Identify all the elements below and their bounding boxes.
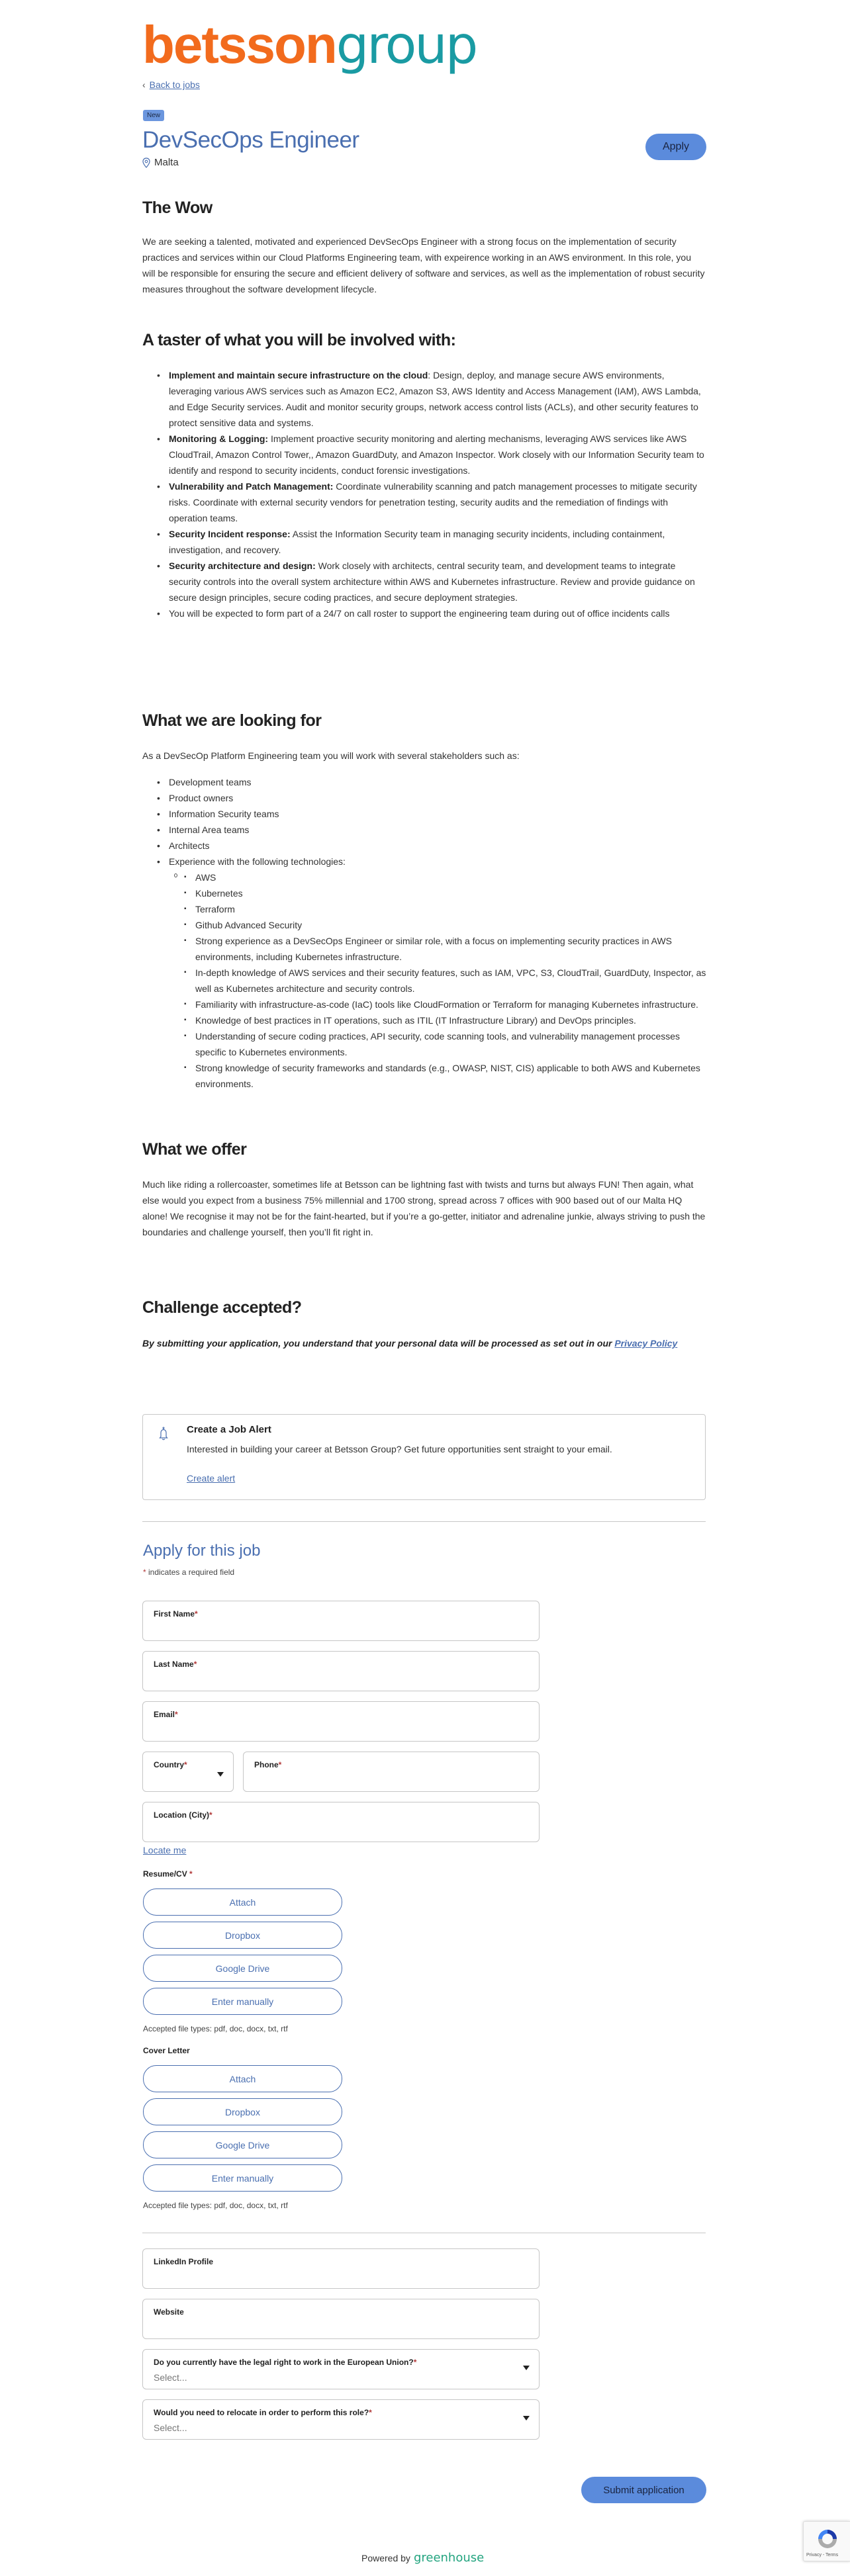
linkedin-label: LinkedIn Profile	[154, 2257, 214, 2266]
cover-letter-label: Cover Letter	[143, 2046, 190, 2055]
list-item: ▪ Knowledge of best practices in IT operations, such as ITIL (IT Infrastructure Library) and DevOps principles.	[142, 1012, 706, 1028]
list-item	[142, 478, 706, 526]
list-item	[142, 558, 706, 605]
technologies-list	[142, 869, 706, 1092]
list-item: • Architects	[142, 838, 706, 854]
relocate-select[interactable]	[142, 2399, 540, 2440]
job-alert-title: Create a Job Alert	[187, 1424, 271, 1435]
website-input[interactable]	[152, 2319, 530, 2335]
phone-field[interactable]	[243, 1752, 540, 1792]
stakeholder-list	[142, 774, 706, 869]
job-alert-card	[142, 1414, 706, 1500]
cover-google-drive-button[interactable]: Google Drive	[143, 2131, 342, 2158]
email-label: Email*	[154, 1710, 178, 1719]
email-field[interactable]	[142, 1701, 540, 1742]
first-name-label: First Name*	[154, 1609, 198, 1619]
submit-application-button[interactable]: Submit application	[581, 2477, 706, 2503]
list-item: ▪ AWS	[142, 869, 706, 885]
linkedin-field[interactable]	[142, 2248, 540, 2289]
apply-button[interactable]: Apply	[645, 134, 706, 160]
required-note-text: indicates a required field	[146, 1568, 235, 1577]
list-item: • Information Security teams	[142, 806, 706, 822]
powered-by-greenhouse[interactable]	[361, 2551, 484, 2565]
resume-enter-manually-button[interactable]: Enter manually	[143, 1988, 342, 2015]
item-text: Assist the Information Security team in managing security incidents, including containment, investigation, and recovery.	[169, 529, 665, 555]
job-alert-text: Interested in building your career at Betsson Group? Get future opportunities sent straight to your email.	[187, 1444, 612, 1454]
phone-label: Phone*	[254, 1760, 282, 1769]
item-text: You will be expected to form part of a 24/7 on call roster to support the engineering team during out of office incidents calls	[169, 608, 670, 619]
recaptcha-icon	[814, 2526, 841, 2552]
bell-icon	[159, 1427, 168, 1441]
item-title: Implement and maintain secure infrastructure on the cloud	[169, 370, 428, 380]
location-label: Location (City)*	[154, 1810, 212, 1820]
required-star: *	[143, 1568, 146, 1577]
last-name-input[interactable]	[152, 1671, 530, 1687]
item-title: Monitoring & Logging:	[169, 433, 269, 444]
privacy-policy-link[interactable]: Privacy Policy	[614, 1338, 678, 1349]
chevron-left-icon: ‹	[142, 79, 146, 90]
cover-dropbox-button[interactable]: Dropbox	[143, 2098, 342, 2125]
website-field[interactable]	[142, 2299, 540, 2339]
list-item: ▪ Terraform	[142, 901, 706, 917]
item-title: Security Incident response:	[169, 529, 291, 539]
item-text: Coordinate vulnerability scanning and patch management processes to mitigate security risks. Coordinate with external security vendors for penetration testing, security audits and the remediation of findings with operation teams.	[169, 481, 697, 523]
eu-question-label: Do you currently have the legal right to work in the European Union?*	[154, 2358, 417, 2367]
list-item: • Internal Area teams	[142, 822, 706, 838]
email-input[interactable]	[152, 1722, 530, 1738]
last-name-label: Last Name*	[154, 1660, 197, 1669]
list-item: ▪ Familiarity with infrastructure-as-code (IaC) tools like CloudFormation or Terraform for managing Kubernetes infrastructure.	[142, 997, 706, 1012]
logo-betsson: betsson	[142, 15, 336, 74]
create-alert-link[interactable]: Create alert	[187, 1473, 236, 1484]
cover-enter-manually-button[interactable]: Enter manually	[143, 2164, 342, 2192]
section-heading-taster: A taster of what you will be involved with:	[142, 331, 456, 349]
list-item: ▪ Strong experience as a DevSecOps Engineer or similar role, with a focus on implementing security practices in AWS environments, including Kubernetes infrastructure.	[142, 933, 706, 965]
logo-group: group	[336, 16, 477, 75]
item-title: Security architecture and design:	[169, 560, 316, 571]
list-item: ▪ In-depth knowledge of AWS services and their security features, such as IAM, VPC, S3, CloudTrail, GuardDuty, Inspector, as well as Kubernetes architecture and security controls.	[142, 965, 706, 997]
resume-label: Resume/CV *	[143, 1869, 193, 1879]
chevron-down-icon	[523, 2366, 530, 2370]
location-input[interactable]	[152, 1822, 530, 1838]
recaptcha-badge[interactable]	[803, 2521, 850, 2561]
section-heading-challenge: Challenge accepted?	[142, 1298, 302, 1317]
taster-list	[142, 367, 706, 621]
list-item	[142, 367, 706, 431]
wow-paragraph: We are seeking a talented, motivated and experienced DevSecOps Engineer with a strong focus on the implementation of security practices and services within our Cloud Platforms Engineering team, with expeirence working in an AWS environment. In this role, you will be responsible for ensuring the secure and efficient delivery of software and services, as well as the implementation of robust security measures throughout the software development lifecycle.	[142, 236, 705, 294]
recaptcha-links[interactable]: Privacy - Terms	[806, 2553, 839, 2557]
privacy-text: By submitting your application, you understand that your personal data will be processed as set out in our	[142, 1338, 615, 1349]
country-label: Country*	[154, 1760, 187, 1769]
list-item: ▪ Github Advanced Security	[142, 917, 706, 933]
list-item: • Development teams	[142, 774, 706, 790]
list-item	[142, 526, 706, 558]
section-heading-offer: What we offer	[142, 1140, 247, 1159]
new-badge: New	[143, 110, 164, 121]
phone-input[interactable]	[253, 1772, 530, 1788]
map-pin-icon	[142, 157, 150, 168]
relocate-question-label: Would you need to relocate in order to perform this role?*	[154, 2408, 372, 2417]
item-title: Vulnerability and Patch Management:	[169, 481, 334, 492]
eu-select-placeholder: Select...	[154, 2372, 187, 2383]
chevron-down-icon	[523, 2416, 530, 2421]
list-item: ▪ Kubernetes	[142, 885, 706, 901]
location-text: Malta	[154, 157, 179, 168]
greenhouse-logo: greenhouse	[413, 2551, 485, 2565]
betsson-group-logo[interactable]	[142, 15, 477, 75]
location-field[interactable]	[142, 1802, 540, 1842]
section-heading-wow: The Wow	[142, 199, 212, 217]
back-to-jobs[interactable]	[142, 79, 200, 90]
last-name-field[interactable]	[142, 1651, 540, 1691]
resume-google-drive-button[interactable]: Google Drive	[143, 1955, 342, 1982]
resume-dropbox-button[interactable]: Dropbox	[143, 1922, 342, 1949]
first-name-input[interactable]	[152, 1621, 530, 1637]
apply-heading: Apply for this job	[143, 1542, 261, 1560]
cover-file-types: Accepted file types: pdf, doc, docx, txt, rtf	[143, 2201, 288, 2210]
list-item: ▪ Understanding of secure coding practices, API security, code scanning tools, and vulnerability management processes specific to Kubernetes environments.	[142, 1028, 706, 1060]
job-title: DevSecOps Engineer	[142, 127, 359, 153]
list-item	[142, 431, 706, 478]
item-text: Implement proactive security monitoring and alerting mechanisms, leveraging AWS services like AWS CloudTrail, Amazon Control Tower,, Amazon GuardDuty, and Amazon Inspector. Work closely with our Information Security team to identify and respond to security incidents, conduct forensic investigations.	[169, 433, 704, 476]
powered-by-text: Powered by	[361, 2553, 410, 2563]
list-item: • Product owners	[142, 790, 706, 806]
resume-file-types: Accepted file types: pdf, doc, docx, txt, rtf	[143, 2024, 288, 2033]
cover-attach-button[interactable]: Attach	[143, 2065, 342, 2092]
resume-attach-button[interactable]: Attach	[143, 1888, 342, 1916]
item-text: Work closely with architects, central security team, and development teams to integrate security controls into the overall system architecture within AWS and Kubernetes infrastructure. Review and provide guidance on secure design principles, secure coding practices, and secure deployment strategies.	[169, 560, 695, 603]
relocate-select-placeholder: Select...	[154, 2422, 187, 2433]
offer-paragraph: Much like riding a rollercoaster, sometimes life at Betsson can be lightning fast with twists and turns but always FUN! Then again, what else would you expect from a business 75% millennial and 1700 strong, spread across 7 offices with 900 based out of our Malta HQ alone! We recognise it may not be for the faint-hearted, but if you’re a go-getter, initiator and adrenaline junkie, always striving to push the boundaries and challenge yourself, then you’ll fit right in.	[142, 1179, 706, 1237]
list-item: • Experience with the following technologies:	[142, 854, 706, 869]
section-heading-looking: What we are looking for	[142, 711, 322, 730]
item-text: : Design, deploy, and manage secure AWS environments, leveraging various AWS services such as Amazon EC2, Amazon S3, AWS Identity and Access Management (IAM), AWS Lambda, and Edge Security services. Audit and monitor security groups, network access control lists (ACLs), and other security features to protect sensitive data and systems.	[169, 370, 701, 428]
website-label: Website	[154, 2307, 184, 2317]
locate-me-link[interactable]: Locate me	[143, 1845, 187, 1855]
chevron-down-icon	[217, 1772, 224, 1777]
eu-right-to-work-select[interactable]	[142, 2349, 540, 2389]
privacy-notice	[142, 1335, 706, 1351]
job-location	[142, 157, 179, 168]
divider	[142, 1521, 706, 1522]
list-item	[142, 605, 706, 621]
required-note	[143, 1568, 234, 1577]
country-select[interactable]	[142, 1752, 234, 1792]
first-name-field[interactable]	[142, 1601, 540, 1641]
linkedin-input[interactable]	[152, 2269, 530, 2285]
back-to-jobs-link[interactable]: Back to jobs	[149, 79, 200, 90]
list-item: ▪ Strong knowledge of security frameworks and standards (e.g., OWASP, NIST, CIS) applicable to both AWS and Kubernetes environments.	[142, 1060, 706, 1092]
looking-intro: As a DevSecOp Platform Engineering team you will work with several stakeholders such as:	[142, 750, 520, 761]
